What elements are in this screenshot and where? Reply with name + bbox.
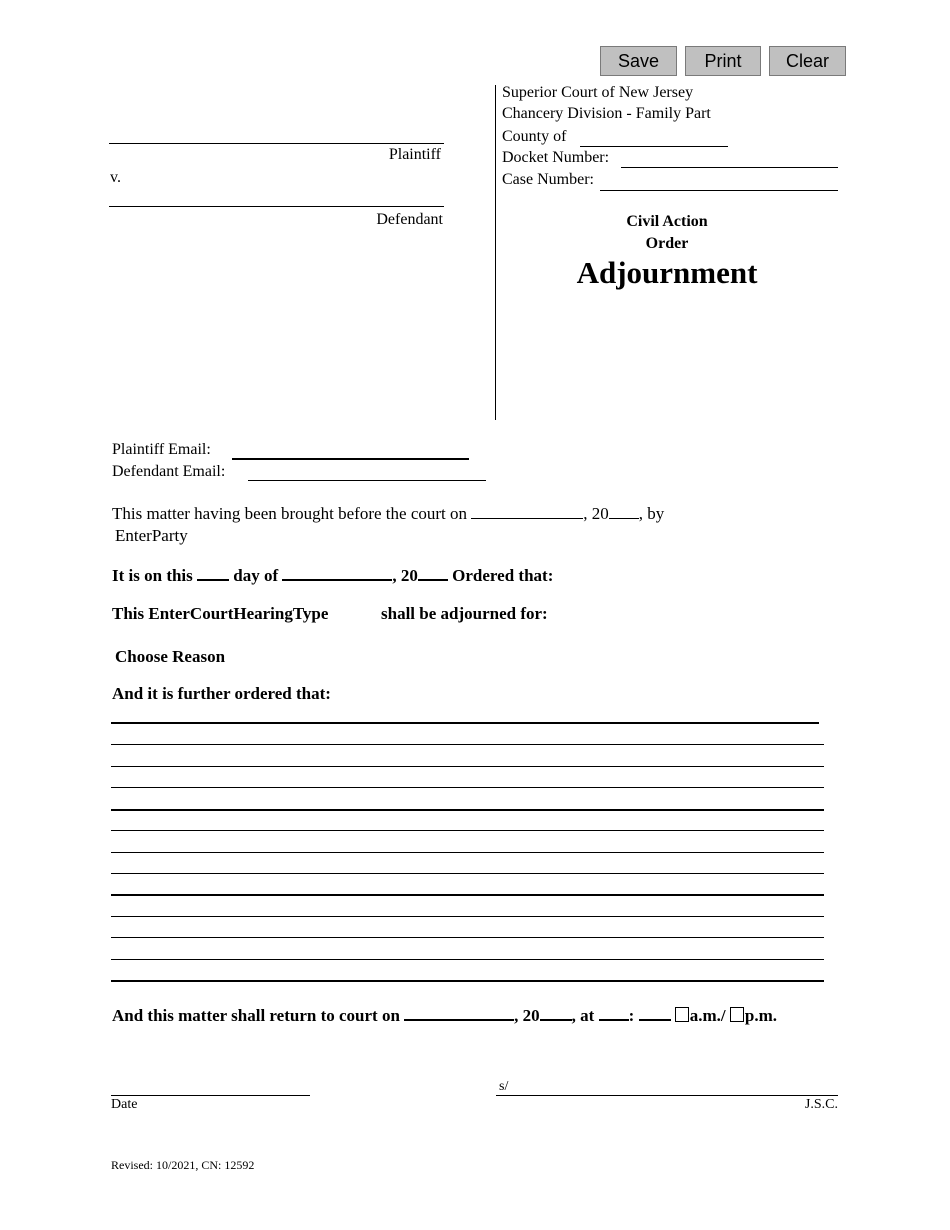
plaintiff-email-label: Plaintiff Email:	[112, 441, 211, 458]
ordered-day-label: day of	[233, 566, 279, 585]
plaintiff-name-field[interactable]	[109, 143, 444, 144]
plaintiff-email-field[interactable]	[232, 458, 469, 460]
ruled-line	[111, 937, 824, 938]
save-button[interactable]: Save	[600, 46, 677, 76]
return-minute-field[interactable]	[639, 1004, 671, 1021]
ruled-line	[111, 980, 824, 982]
return-date-field[interactable]	[404, 1004, 514, 1021]
reason-select[interactable]: Choose Reason	[115, 647, 226, 666]
ordered-suffix: Ordered that:	[452, 566, 554, 585]
ruled-line	[111, 959, 824, 960]
county-label: County of	[502, 128, 567, 145]
ruled-line	[111, 852, 824, 853]
docket-label: Docket Number:	[502, 149, 610, 166]
adjourned-label: shall be adjourned for:	[381, 604, 548, 623]
return-line	[112, 1004, 777, 1026]
order-heading: Order	[645, 235, 689, 252]
ordered-year-field[interactable]	[418, 564, 448, 581]
court-name-line1: Superior Court of New Jersey	[502, 84, 694, 101]
date-field[interactable]	[111, 1095, 310, 1096]
pm-checkbox[interactable]	[730, 1007, 744, 1022]
ruled-line	[111, 809, 824, 811]
docket-field[interactable]	[621, 167, 838, 168]
defendant-name-field[interactable]	[109, 206, 444, 207]
ordered-year-prefix: , 20	[392, 566, 418, 585]
ruled-line	[111, 787, 824, 788]
enter-party-field[interactable]: EnterParty	[115, 526, 188, 545]
matter-year-field[interactable]	[609, 503, 639, 519]
ordered-line	[112, 564, 553, 586]
defendant-email-label: Defendant Email:	[112, 463, 226, 480]
return-year-prefix: , 20	[514, 1006, 540, 1025]
print-button[interactable]: Print	[685, 46, 761, 76]
ordered-day-field[interactable]	[197, 564, 229, 581]
matter-by-label: , by	[638, 504, 665, 523]
civil-action-heading: Civil Action	[626, 213, 708, 230]
jsc-label: J.S.C.	[804, 1097, 838, 1112]
pm-label: p.m.	[744, 1006, 778, 1025]
ordered-prefix: It is on this	[112, 566, 193, 585]
case-label: Case Number:	[502, 171, 594, 188]
return-colon: :	[628, 1006, 635, 1025]
caption-divider	[495, 85, 496, 420]
return-hour-field[interactable]	[599, 1004, 629, 1021]
matter-date-field[interactable]	[471, 503, 583, 519]
return-at-label: , at	[571, 1006, 595, 1025]
ruled-line	[111, 894, 824, 896]
ruled-line	[111, 830, 824, 831]
versus-label: v.	[110, 169, 121, 186]
matter-year-prefix: , 20	[583, 504, 609, 523]
defendant-label: Defendant	[376, 211, 443, 228]
ruled-line	[111, 744, 824, 745]
ruled-line	[111, 916, 824, 917]
form-title: Adjournment	[576, 255, 758, 290]
ruled-line	[111, 873, 824, 874]
matter-line	[112, 503, 664, 524]
hearing-type-field[interactable]: This EnterCourtHearingType	[112, 604, 329, 623]
case-field[interactable]	[600, 190, 838, 191]
ordered-month-field[interactable]	[282, 564, 392, 581]
defendant-email-field[interactable]	[248, 480, 486, 481]
am-label: a.m./	[689, 1006, 726, 1025]
ruled-line	[111, 722, 819, 724]
plaintiff-label: Plaintiff	[388, 146, 441, 163]
ruled-line	[111, 766, 824, 767]
further-ordered-label: And it is further ordered that:	[112, 684, 331, 703]
return-prefix: And this matter shall return to court on	[112, 1006, 400, 1025]
county-field[interactable]	[580, 146, 728, 147]
clear-button[interactable]: Clear	[769, 46, 846, 76]
court-name-line2: Chancery Division - Family Part	[502, 105, 711, 122]
judge-signature-field[interactable]	[496, 1095, 838, 1096]
revision-note: Revised: 10/2021, CN: 12592	[111, 1158, 255, 1172]
date-label: Date	[111, 1097, 138, 1112]
am-checkbox[interactable]	[675, 1007, 689, 1022]
matter-prefix: This matter having been brought before the court on	[112, 504, 467, 523]
signature-prefix: s/	[499, 1079, 509, 1094]
return-year-field[interactable]	[540, 1004, 572, 1021]
